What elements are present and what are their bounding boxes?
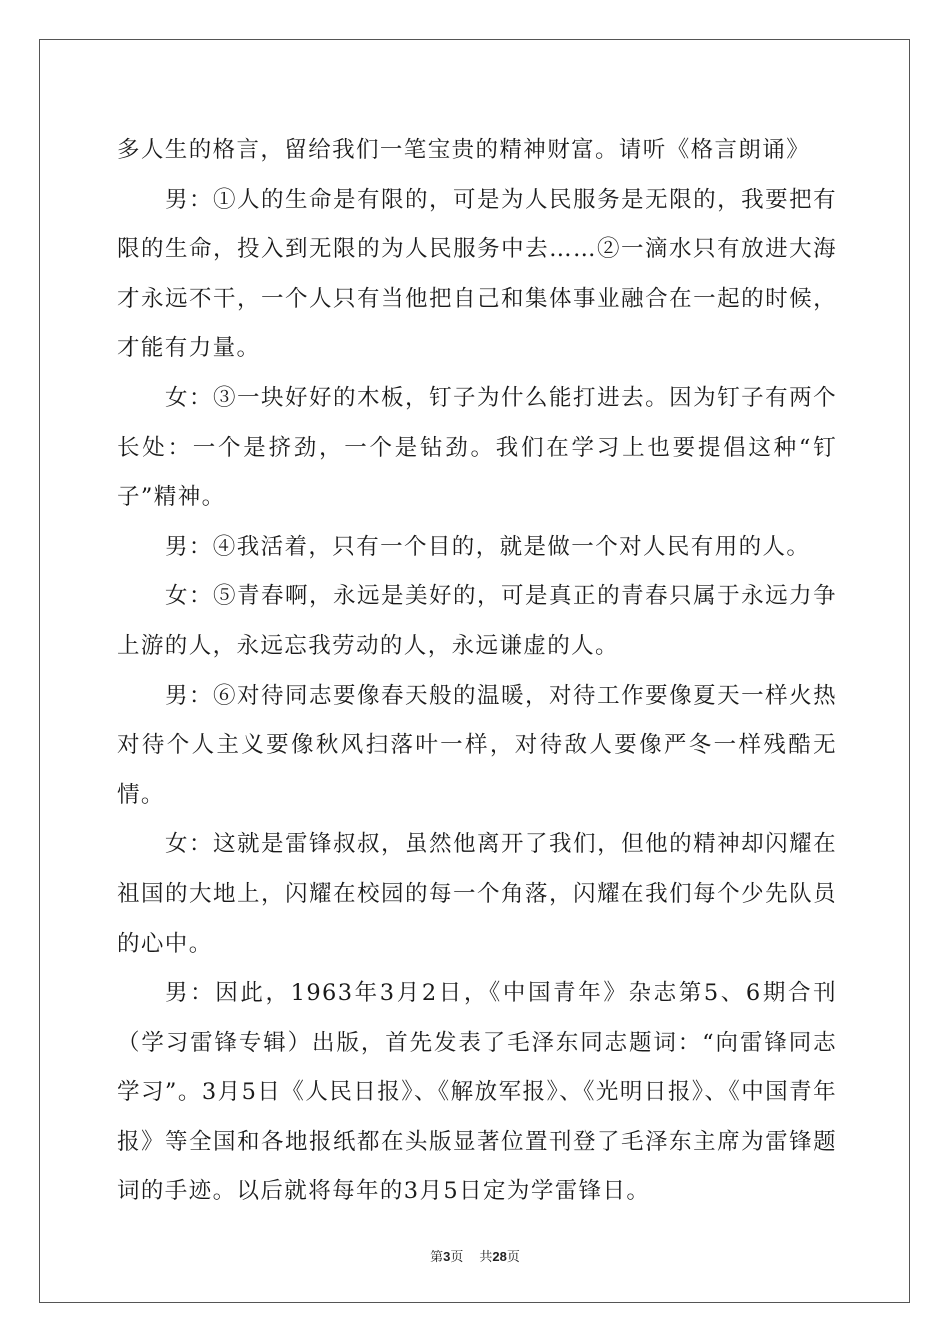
total-page-count: 28 bbox=[492, 1249, 507, 1264]
total-suffix: 页 bbox=[506, 1250, 520, 1265]
document-body bbox=[117, 126, 837, 1217]
paragraph: 男：⑥对待同志要像春天般的温暖，对待工作要像夏天一样火热对待个人主义要像秋风扫落叶一样，对待敌人要像严冬一样残酷无情。 bbox=[117, 682, 837, 808]
paragraph: 女：⑤青春啊，永远是美好的，可是真正的青春只属于永远力争上游的人，永远忘我劳动的人，永远谦虚的人。 bbox=[117, 583, 837, 659]
paragraph: 女：③一块好好的木板，钉子为什么能打进去。因为钉子有两个长处：一个是挤劲，一个是钻劲。我们在学习上也要提倡这种“钉子”精神。 bbox=[117, 384, 837, 511]
page-prefix: 第 bbox=[430, 1250, 444, 1265]
paragraph: 男：因此，1963年3月2日，《中国青年》杂志第5、6期合刊（学习雷锋专辑）出版，首先发表了毛泽东同志题词：“向雷锋同志学习”。3月5日《人民日报》、《解放军报》、《光明日报》、《中国青年报》等全国和各地报纸都在头版显著位置刊登了毛泽东主席为雷锋题词的手迹。以后就将每年的3月5日定为学雷锋日。 bbox=[117, 980, 837, 1205]
paragraph: 男：④我活着，只有一个目的，就是做一个对人民有用的人。 bbox=[165, 533, 811, 560]
total-prefix: 共 bbox=[479, 1250, 493, 1265]
paragraph: 多人生的格言，留给我们一笔宝贵的精神财富。请听《格言朗诵》 bbox=[117, 137, 811, 163]
paragraph: 男：①人的生命是有限的，可是为人民服务是无限的，我要把有限的生命，投入到无限的为人民服务中去……②一滴水只有放进大海才永远不干，一个人只有当他把自己和集体事业融合在一起的时候，才能有力量。 bbox=[117, 186, 837, 362]
current-page-number: 3 bbox=[443, 1249, 451, 1264]
paragraph: 女：这就是雷锋叔叔，虽然他离开了我们，但他的精神却闪耀在祖国的大地上，闪耀在校园的每一个角落，闪耀在我们每个少先队员的心中。 bbox=[117, 831, 837, 957]
page-suffix: 页 bbox=[450, 1250, 464, 1265]
page-footer bbox=[0, 1249, 950, 1266]
